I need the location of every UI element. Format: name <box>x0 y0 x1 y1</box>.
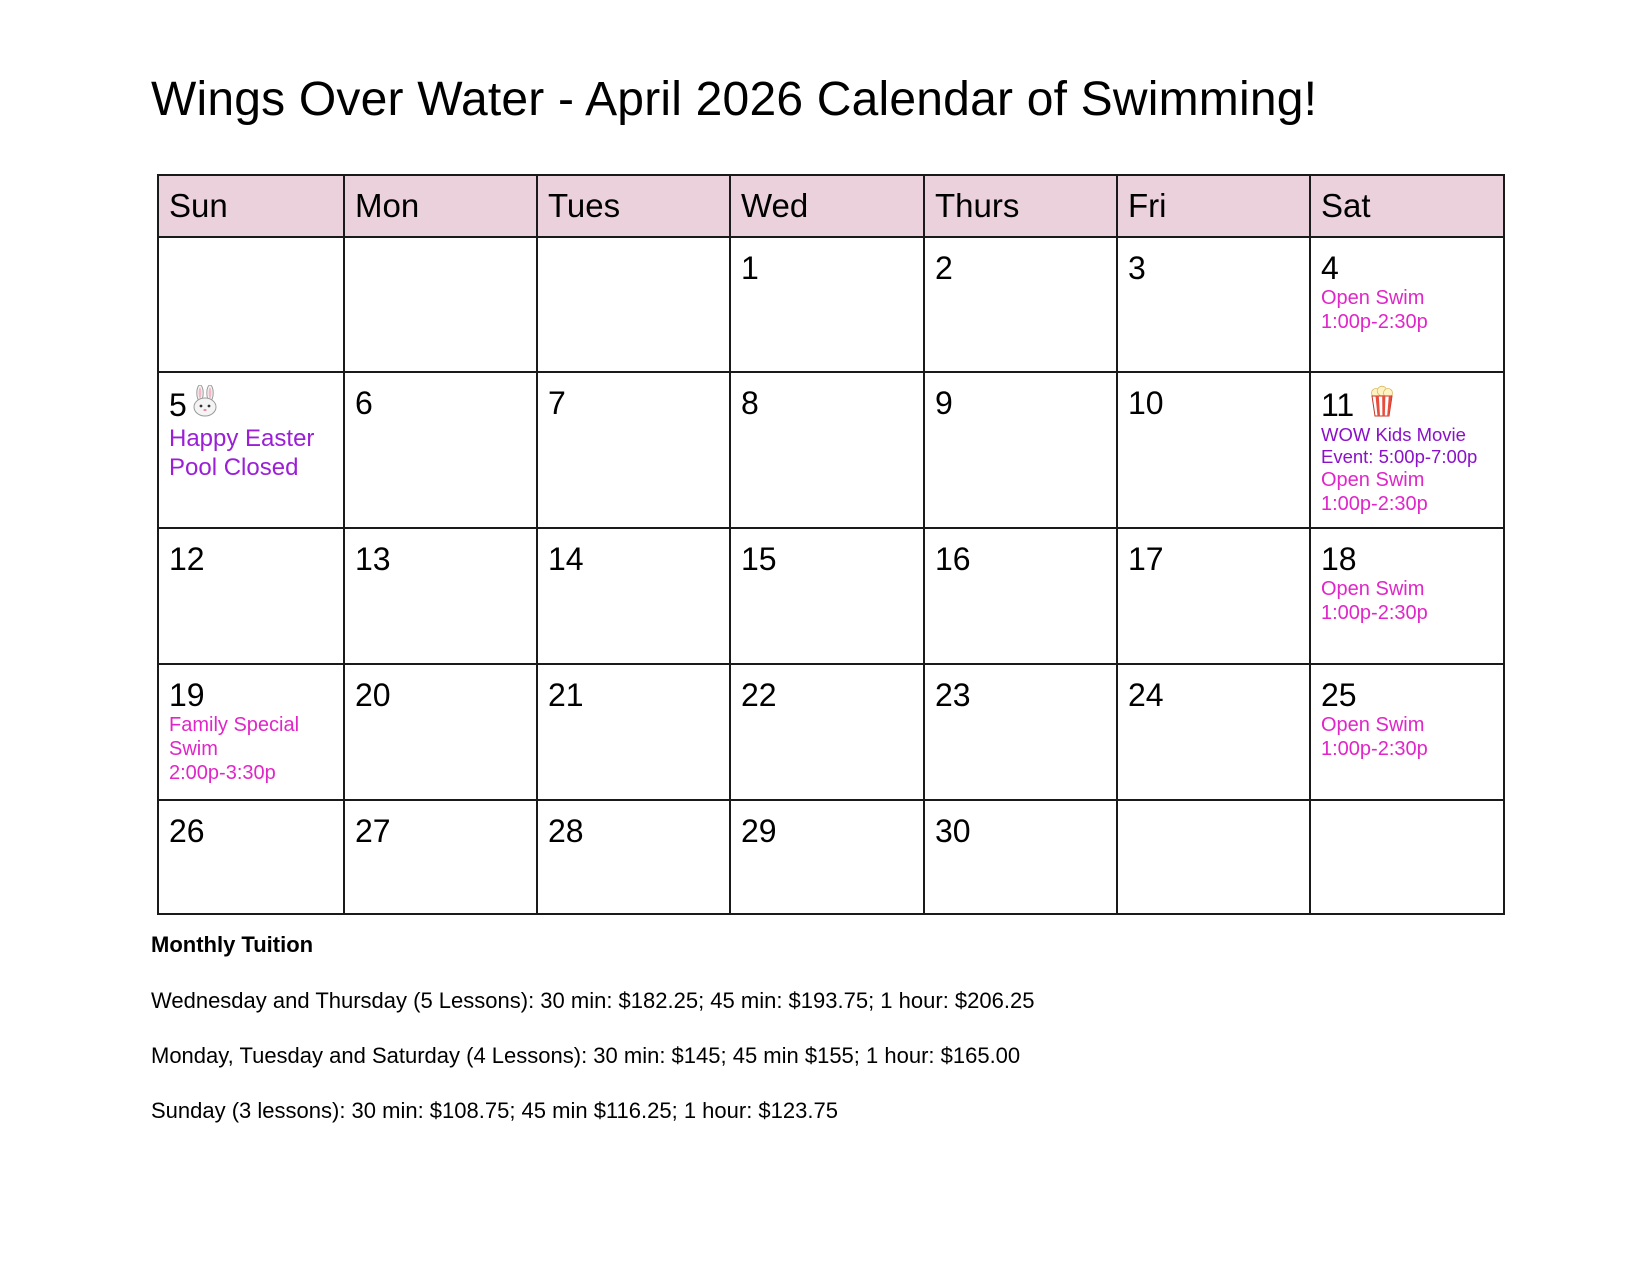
day-number: 1 <box>741 250 759 286</box>
day-cell <box>344 528 537 664</box>
day-cell <box>344 800 537 914</box>
day-cell-empty <box>537 237 730 372</box>
event-note: Pool Closed <box>169 454 299 481</box>
weekday-header-thurs: Thurs <box>924 175 1117 237</box>
day-cell <box>924 664 1117 800</box>
day-cell <box>924 372 1117 528</box>
day-cell <box>1310 372 1504 528</box>
day-number: 26 <box>169 813 205 849</box>
day-cell <box>730 664 924 800</box>
day-number: 25 <box>1321 677 1357 713</box>
day-cell <box>1310 528 1504 664</box>
day-number: 24 <box>1128 677 1164 713</box>
event-title: Family Special <box>169 714 300 736</box>
day-number: 21 <box>548 677 584 713</box>
weekday-header-tues: Tues <box>537 175 730 237</box>
day-number: 30 <box>935 813 971 849</box>
day-number: 6 <box>355 385 373 421</box>
day-cell <box>1117 528 1310 664</box>
weekday-header-row <box>158 175 1504 237</box>
day-cell <box>730 528 924 664</box>
day-cell <box>158 800 344 914</box>
weekday-header-sun: Sun <box>158 175 344 237</box>
day-cell <box>730 372 924 528</box>
day-cell-empty <box>1310 800 1504 914</box>
tuition-section <box>151 932 1034 1153</box>
day-number: 5 <box>169 386 187 423</box>
day-number: 16 <box>935 541 971 577</box>
popcorn-icon <box>1368 385 1396 424</box>
day-number: 27 <box>355 813 391 849</box>
event-title: Happy Easter <box>169 425 315 452</box>
day-number: 28 <box>548 813 584 849</box>
day-cell <box>158 372 344 528</box>
day-cell <box>158 528 344 664</box>
day-cell-empty <box>344 237 537 372</box>
day-number: 17 <box>1128 541 1164 577</box>
week-row <box>158 800 1504 914</box>
day-number: 20 <box>355 677 391 713</box>
calendar-grid <box>157 174 1505 915</box>
day-cell <box>537 800 730 914</box>
day-number: 10 <box>1128 385 1164 421</box>
event-time: 2:00p-3:30p <box>169 762 276 784</box>
event-title: Open Swim <box>1321 469 1425 491</box>
day-number: 8 <box>741 385 759 421</box>
week-row <box>158 237 1504 372</box>
weekday-header-mon: Mon <box>344 175 537 237</box>
day-cell <box>344 664 537 800</box>
day-number: 12 <box>169 541 205 577</box>
day-number: 14 <box>548 541 584 577</box>
event-title-cont: Swim <box>169 738 218 760</box>
movie-event-time: Event: 5:00p-7:00p <box>1321 446 1478 467</box>
tuition-line-mon-tue-sat: Monday, Tuesday and Saturday (4 Lessons): 30 min: $145; 45 min $155; 1 hour: $165.00 <box>151 1043 1021 1068</box>
day-cell <box>1117 372 1310 528</box>
day-cell <box>537 664 730 800</box>
day-cell <box>537 528 730 664</box>
weekday-header-fri: Fri <box>1117 175 1310 237</box>
day-cell <box>344 372 537 528</box>
day-cell <box>1310 664 1504 800</box>
weekday-header-sat: Sat <box>1310 175 1504 237</box>
day-number: 23 <box>935 677 971 713</box>
day-cell <box>537 372 730 528</box>
week-row <box>158 664 1504 800</box>
day-cell <box>1117 664 1310 800</box>
bunny-icon <box>191 385 219 424</box>
weekday-header-wed: Wed <box>730 175 924 237</box>
day-number: 7 <box>548 385 566 421</box>
tuition-line-wed-thu: Wednesday and Thursday (5 Lessons): 30 min: $182.25; 45 min: $193.75; 1 hour: $206.25 <box>151 988 1035 1013</box>
event-title: Open Swim <box>1321 287 1425 309</box>
day-cell-empty <box>1117 800 1310 914</box>
day-number: 9 <box>935 385 953 421</box>
week-row <box>158 372 1504 528</box>
day-cell <box>158 664 344 800</box>
day-number: 4 <box>1321 250 1339 286</box>
day-cell <box>1310 237 1504 372</box>
day-cell <box>924 800 1117 914</box>
day-number: 15 <box>741 541 777 577</box>
week-row <box>158 528 1504 664</box>
day-cell-empty <box>158 237 344 372</box>
day-number: 18 <box>1321 541 1357 577</box>
movie-event-title: WOW Kids Movie <box>1321 424 1466 445</box>
event-time: 1:00p-2:30p <box>1321 493 1428 515</box>
day-cell <box>730 800 924 914</box>
day-cell <box>1117 237 1310 372</box>
tuition-heading: Monthly Tuition <box>151 932 314 957</box>
day-number: 11 <box>1321 386 1355 423</box>
event-title: Open Swim <box>1321 578 1425 600</box>
day-cell <box>730 237 924 372</box>
day-number: 29 <box>741 813 777 849</box>
day-number: 13 <box>355 541 391 577</box>
event-time: 1:00p-2:30p <box>1321 738 1428 760</box>
day-number: 3 <box>1128 250 1146 286</box>
event-time: 1:00p-2:30p <box>1321 311 1428 333</box>
event-time: 1:00p-2:30p <box>1321 602 1428 624</box>
day-cell <box>924 237 1117 372</box>
tuition-line-sun: Sunday (3 lessons): 30 min: $108.75; 45 min $116.25; 1 hour: $123.75 <box>151 1098 838 1123</box>
page-title: Wings Over Water - April 2026 Calendar of Swimming! <box>151 73 1318 126</box>
day-number: 22 <box>741 677 777 713</box>
day-number: 19 <box>169 677 205 713</box>
event-title: Open Swim <box>1321 714 1425 736</box>
day-number: 2 <box>935 250 953 286</box>
day-cell <box>924 528 1117 664</box>
